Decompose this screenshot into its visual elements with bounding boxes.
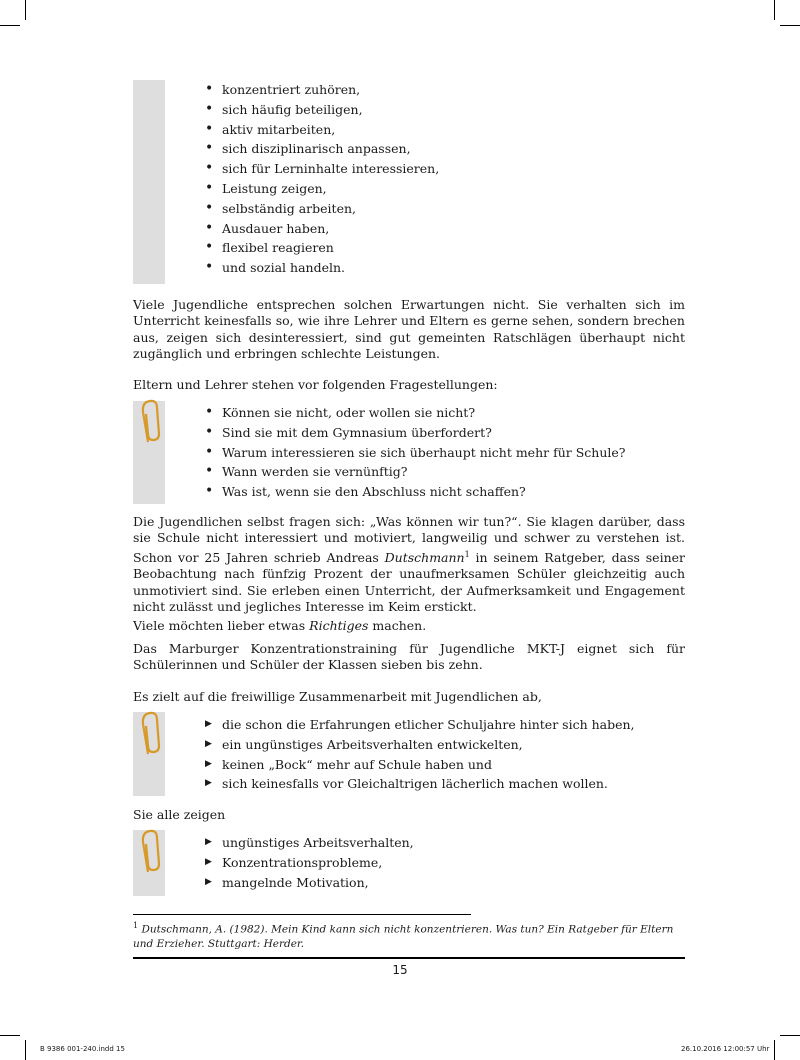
- list-item: ▶ Konzentrationsprobleme,: [205, 853, 414, 873]
- list-item: ▶ ungünstiges Arbeitsverhalten,: [205, 833, 414, 853]
- list-item: • sich häufig beteiligen,: [205, 100, 439, 120]
- footnote-rule: [133, 914, 471, 915]
- list-item: • Können sie nicht, oder wollen sie nicht?: [205, 403, 625, 423]
- slug-left: B 9386 001-240.indd 15: [40, 1045, 125, 1053]
- list-item: • Was ist, wenn sie den Abschluss nicht schaffen?: [205, 482, 625, 502]
- list-item: ▶ keinen „Bock“ mehr auf Schule haben und: [205, 755, 635, 775]
- paperclip-icon: [140, 710, 164, 756]
- list-item: • flexibel reagieren: [205, 238, 439, 258]
- target-list: [205, 715, 635, 794]
- paragraph: Es zielt auf die freiwillige Zusammenarbeit mit Jugendlichen ab,: [133, 689, 542, 704]
- list-item: • sich disziplinarisch anpassen,: [205, 139, 439, 159]
- author-name: Dutschmann: [384, 549, 465, 565]
- crop-mark: [780, 1035, 800, 1036]
- list-item: • Ausdauer haben,: [205, 219, 439, 239]
- list-item: • selbständig arbeiten,: [205, 199, 439, 219]
- crop-mark: [25, 0, 26, 20]
- footnote: [133, 919, 685, 951]
- crop-mark: [774, 0, 775, 20]
- list-item: • Leistung zeigen,: [205, 179, 439, 199]
- paragraph: Sie alle zeigen: [133, 807, 226, 822]
- footnote-marker: 1: [133, 921, 139, 930]
- paragraph-text: Viele möchten lieber etwas: [133, 618, 310, 633]
- footnote-ref: 1: [464, 549, 470, 559]
- crop-mark: [780, 25, 800, 26]
- list-item: • aktiv mitarbeiten,: [205, 120, 439, 140]
- list-item: • sich für Lerninhalte interessieren,: [205, 159, 439, 179]
- paragraph-text: Die Jugendlichen selbst fragen sich: „Was können wir tun?“. Sie klagen darüber, dass sie Schule nicht interessiert und motiviert, langweilig und schwer zu verstehen ist. Schon vor 25 Jahren schrieb Andreas: [133, 514, 685, 565]
- crop-mark: [0, 1035, 20, 1036]
- list-item: • und sozial handeln.: [205, 258, 439, 278]
- crop-mark: [774, 1040, 775, 1060]
- paragraph: [133, 514, 685, 616]
- page-number: 15: [392, 963, 408, 977]
- paragraph: Das Marburger Konzentrationstraining für Jugendliche MKT-J eignet sich für Schülerinnen und Schüler der Klassen sieben bis zehn.: [133, 641, 685, 673]
- paragraph: Eltern und Lehrer stehen vor folgenden Fragestellungen:: [133, 377, 498, 392]
- slug-right: 26.10.2016 12:00:57 Uhr: [681, 1045, 770, 1053]
- symptoms-list: [205, 833, 414, 892]
- paragraph: [133, 618, 685, 634]
- paperclip-icon: [140, 828, 164, 874]
- list-item: ▶ sich keinesfalls vor Gleichaltrigen lächerlich machen wollen.: [205, 774, 635, 794]
- list-item: ▶ ein ungünstiges Arbeitsverhalten entwickelten,: [205, 735, 635, 755]
- footnote-text: Dutschmann, A. (1982). Mein Kind kann sich nicht konzentrieren. Was tun? Ein Ratgeber für Eltern und Erzieher. Stuttgart: Herder.: [133, 923, 674, 950]
- list-item: • Wann werden sie vernünftig?: [205, 462, 625, 482]
- expectations-list: [205, 80, 439, 278]
- paragraph: Viele Jugendliche entsprechen solchen Erwartungen nicht. Sie verhalten sich im Unterricht keinesfalls so, wie ihre Lehrer und Eltern es gerne sehen, sondern brechen aus, zeigen sich desinteressiert, sind gut gemeinten Ratschlägen überhaupt nicht zugänglich und erbringen schlechte Leistungen.: [133, 297, 685, 362]
- crop-mark: [25, 1040, 26, 1060]
- list-item: • konzentriert zuhören,: [205, 80, 439, 100]
- sidebar-bar: [133, 80, 165, 284]
- questions-list: [205, 403, 625, 502]
- emphasis: Richtiges: [309, 618, 369, 633]
- list-item: • Sind sie mit dem Gymnasium überfordert?: [205, 423, 625, 443]
- list-item: ▶ mangelnde Motivation,: [205, 873, 414, 893]
- paragraph-text: in seinem Ratgeber, dass seiner Beobachtung nach fünfzig Prozent der unaufmerksamen Schüler gleichzeitig auch unmotiviert sind. Sie erleben einen Unterricht, der Aufmerksamkeit und Engagement nicht zulässt und jegliches Interesse im Keim erstickt.: [133, 549, 685, 615]
- paperclip-icon: [140, 398, 164, 444]
- bottom-rule: [133, 957, 685, 959]
- crop-mark: [0, 25, 20, 26]
- list-item: • Warum interessieren sie sich überhaupt nicht mehr für Schule?: [205, 443, 625, 463]
- paragraph-text: machen.: [368, 618, 427, 633]
- list-item: ▶ die schon die Erfahrungen etlicher Schuljahre hinter sich haben,: [205, 715, 635, 735]
